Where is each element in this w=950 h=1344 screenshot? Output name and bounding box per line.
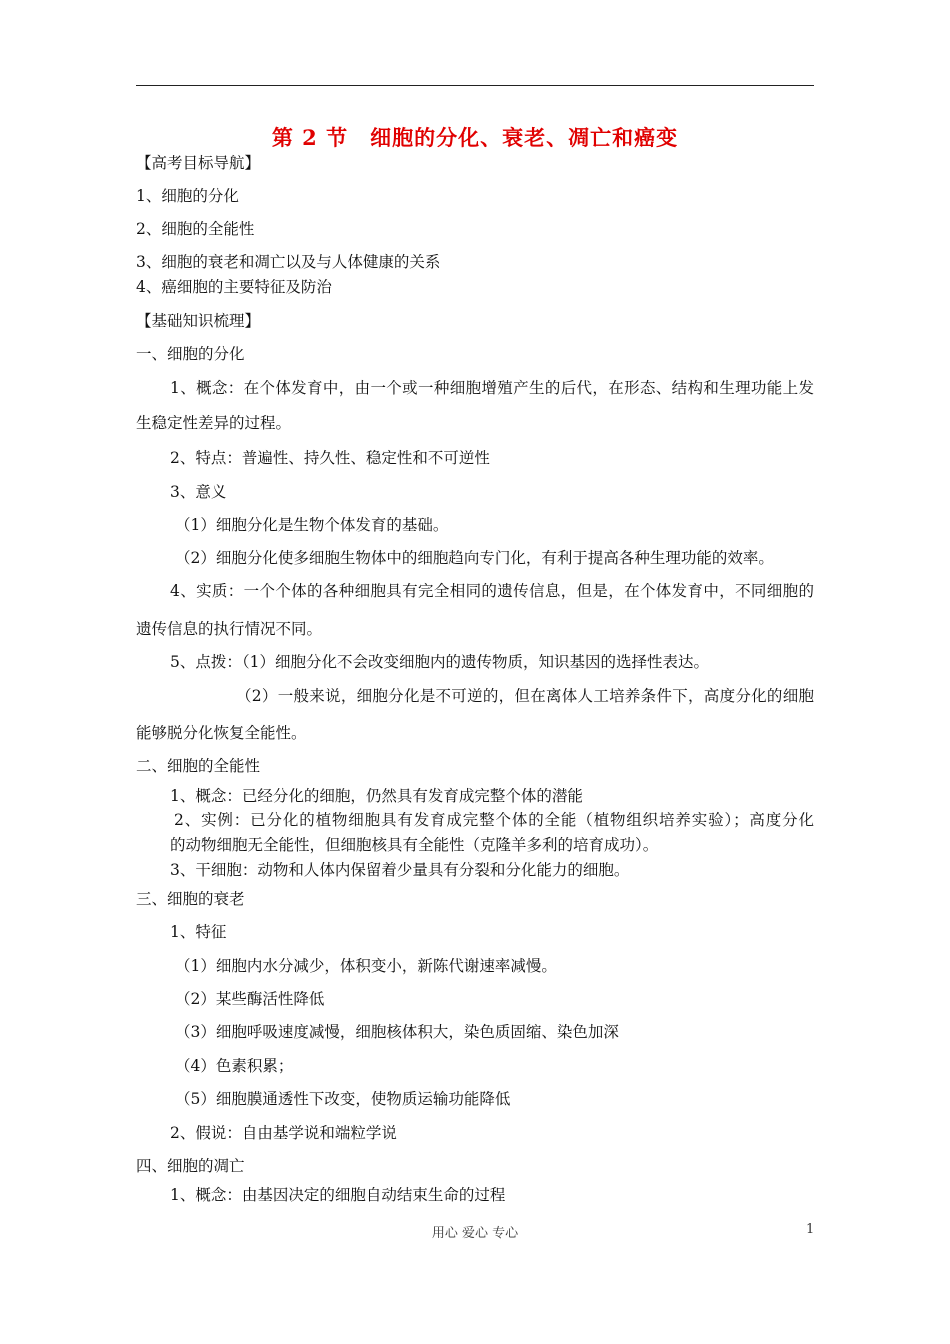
paragraph-line: 能够脱分化恢复全能性。 [136,724,307,742]
paragraph-line: 1、概念：已经分化的细胞，仍然具有发育成完整个体的潜能 [170,787,583,805]
paragraph-line: （1）细胞内水分减少，体积变小，新陈代谢速率减慢。 [175,957,557,975]
section-heading-basics: 【基础知识梳理】 [136,312,261,330]
goal-item: 1、细胞的分化 [136,187,239,205]
paragraph-line: 1、概念：在个体发育中，由一个或一种细胞增殖产生的后代，在形态、结构和生理功能上发 [170,379,814,397]
paragraph-line: 1、概念：由基因决定的细胞自动结束生命的过程 [170,1186,506,1204]
section-heading: 四、细胞的凋亡 [136,1157,245,1175]
goal-item: 2、细胞的全能性 [136,220,255,238]
paragraph-line: 4、实质：一个个体的各种细胞具有完全相同的遗传信息，但是，在个体发育中，不同细胞的 [170,582,814,600]
header-rule [136,85,814,86]
paragraph-line: （2）细胞分化使多细胞生物体中的细胞趋向专门化，有利于提高各种生理功能的效率。 [175,549,774,567]
paragraph-line: 2、实例：已分化的植物细胞具有发育成完整个体的全能（植物组织培养实验）；高度分化 [174,811,814,829]
page-title: 第 2 节 细胞的分化、衰老、凋亡和癌变 [271,125,679,150]
section-heading-goals: 【高考目标导航】 [136,154,261,172]
section-heading: 三、细胞的衰老 [136,890,245,908]
paragraph-line: （4）色素积累； [175,1057,294,1075]
paragraph-line: 2、特点：普遍性、持久性、稳定性和不可逆性 [170,449,490,467]
paragraph-line: （2）某些酶活性降低 [175,990,325,1008]
paragraph-line: （1）细胞分化是生物个体发育的基础。 [175,516,449,534]
section-heading: 一、细胞的分化 [136,345,245,363]
paragraph-line: （5）细胞膜通透性下改变，使物质运输功能降低 [175,1090,511,1108]
paragraph-line: 5、点拨：（1）细胞分化不会改变细胞内的遗传物质，知识基因的选择性表达。 [170,653,709,671]
paragraph-line: （3）细胞呼吸速度减慢，细胞核体积大，染色质固缩、染色加深 [175,1023,619,1041]
paragraph-line: 生稳定性差异的过程。 [136,414,292,432]
section-heading: 二、细胞的全能性 [136,757,261,775]
paragraph-line: （2）一般来说，细胞分化是不可逆的，但在离体人工培养条件下，高度分化的细胞 [236,687,814,705]
paragraph-line: 遗传信息的执行情况不同。 [136,620,323,638]
paragraph-line: 的动物细胞无全能性，但细胞核具有全能性（克隆羊多利的培育成功）。 [170,836,659,854]
goal-item: 4、癌细胞的主要特征及防治 [136,278,332,296]
goal-item: 3、细胞的衰老和凋亡以及与人体健康的关系 [136,253,441,271]
paragraph-line: 3、干细胞：动物和人体内保留着少量具有分裂和分化能力的细胞。 [170,861,630,879]
paragraph-line: 1、特征 [170,923,227,941]
paragraph-line: 3、意义 [170,483,227,501]
page-footer: 用心 爱心 专心 [431,1226,519,1241]
page-number: 1 [806,1222,815,1237]
paragraph-line: 2、假说：自由基学说和端粒学说 [170,1124,397,1142]
